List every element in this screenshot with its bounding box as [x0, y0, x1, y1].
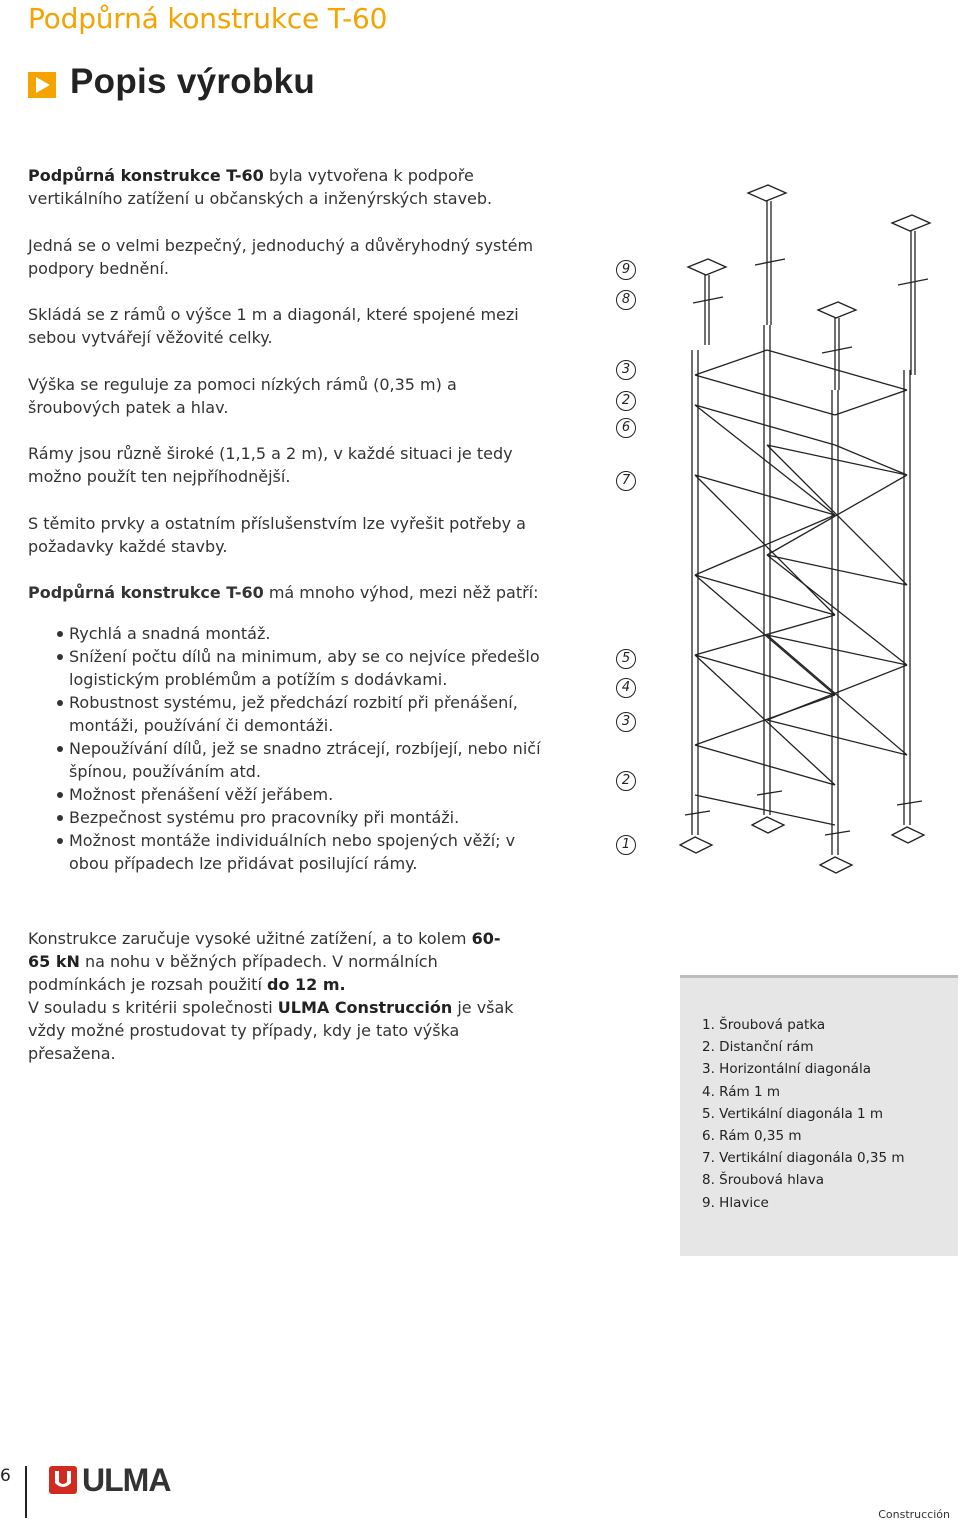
top-head-icon — [818, 302, 856, 390]
section-title: Popis výrobku — [70, 62, 316, 101]
intro-text-1: byla vytvořena k podpoře vertikálního zatížení u občanských a inženýrských staveb. — [28, 166, 493, 208]
legend-item: 5. Vertikální diagonála 1 m — [702, 1105, 884, 1122]
product-name: Podpůrná konstrukce T-60 — [28, 166, 264, 185]
company-name: ULMA Construcción — [277, 998, 453, 1017]
benefit-item: Možnost přenášení věží jeřábem. — [28, 783, 548, 806]
play-arrow-icon — [28, 72, 56, 98]
product-name: Podpůrná konstrukce T-60 — [28, 583, 264, 602]
legend-list — [680, 978, 958, 1214]
parts-legend — [680, 975, 958, 1256]
height-limit: do 12 m. — [266, 975, 346, 994]
page-number: 6 — [0, 1466, 11, 1486]
intro-paragraph-6: S těmito prvky a ostatním příslušenstvím lze vyřešit potřeby a požadavky každé stavby. — [28, 514, 526, 556]
benefit-item: Bezpečnost systému pro pracovníky při montáži. — [28, 806, 548, 829]
header-title: Podpůrná konstrukce T-60 — [28, 2, 388, 35]
benefit-item: Nepoužívání dílů, jež se snadno ztrácejí, rozbíjejí, nebo ničí špínou, používáním atd. — [28, 737, 548, 783]
intro-paragraph-4: Výška se reguluje za pomoci nízkých rámů (0,35 m) a šroubových patek a hlav. — [28, 375, 457, 417]
footer-brand: Construcción — [878, 1508, 950, 1521]
callout-label: 3 — [617, 713, 635, 731]
callout-label: 2 — [617, 772, 635, 790]
callout-label: 3 — [617, 361, 635, 379]
callout-label: 8 — [617, 291, 635, 309]
legend-item: 9. Hlavice — [702, 1194, 769, 1211]
load-text-1: Konstrukce zaručuje vysoké užitné zatížení, a to kolem — [28, 929, 472, 948]
top-head-icon — [892, 215, 930, 375]
callout-label: 7 — [617, 472, 635, 490]
intro-paragraph-1 — [28, 164, 548, 210]
top-head-icon — [688, 259, 726, 345]
legend-item: 4. Rám 1 m — [702, 1083, 781, 1100]
benefit-item: Možnost montáže individuálních nebo spojených věží; v obou případech lze přidávat posilující rámy. — [28, 829, 548, 875]
load-text-4: je však vždy možné prostudovat ty případy, kdy je tato výška přesažena. — [28, 998, 514, 1063]
legend-item: 7. Vertikální diagonála 0,35 m — [702, 1150, 905, 1167]
load-text-2: na nohu v běžných případech. V normálních podmínkách je rozsah použití — [28, 952, 438, 994]
callout-label: 2 — [617, 392, 635, 410]
load-value: 60-65 kN — [28, 929, 501, 971]
callout-label: 4 — [617, 679, 635, 697]
shoring-tower-diagram — [600, 175, 940, 875]
ulma-logo-text: ULMA — [82, 1462, 171, 1498]
load-paragraph — [28, 927, 518, 1065]
legend-item: 3. Horizontální diagonála — [702, 1061, 871, 1078]
benefits-intro-text: má mnoho výhod, mezi něž patří: — [263, 583, 539, 602]
legend-item: 2. Distanční rám — [702, 1039, 814, 1056]
legend-item: 6. Rám 0,35 m — [702, 1128, 802, 1145]
benefit-item: Rychlá a snadná montáž. — [28, 622, 548, 645]
footer-divider — [25, 1466, 27, 1518]
ulma-logo-icon — [48, 1465, 78, 1495]
top-head-icon — [748, 185, 786, 325]
intro-paragraph-3: Skládá se z rámů o výšce 1 m a diagonál, které spojené mezi sebou vytvářejí věžovité celky. — [28, 305, 519, 347]
callout-label: 1 — [617, 836, 635, 854]
benefit-item: Snížení počtu dílů na minimum, aby se co nejvíce předešlo logistickým problémům a potížím s dodávkami. — [28, 645, 548, 691]
callout-label: 5 — [617, 650, 635, 668]
benefit-item: Robustnost systému, jež předchází rozbití při přenášení, montáži, používání či demontáži. — [28, 691, 548, 737]
callout-label: 9 — [617, 261, 635, 279]
legend-item: 8. Šroubová hlava — [702, 1172, 825, 1189]
load-text-3: V souladu s kritérii společnosti — [28, 998, 278, 1017]
legend-item: 1. Šroubová patka — [702, 1017, 826, 1033]
benefits-intro — [28, 581, 548, 604]
intro-paragraph-5: Rámy jsou různě široké (1,1,5 a 2 m), v každé situaci je tedy možno použít ten nejpříhodnější. — [28, 444, 513, 486]
callout-label: 6 — [617, 419, 635, 437]
intro-paragraph-2: Jedná se o velmi bezpečný, jednoduchý a důvěryhodný systém podpory bednění. — [28, 236, 534, 278]
benefits-list — [28, 622, 548, 875]
